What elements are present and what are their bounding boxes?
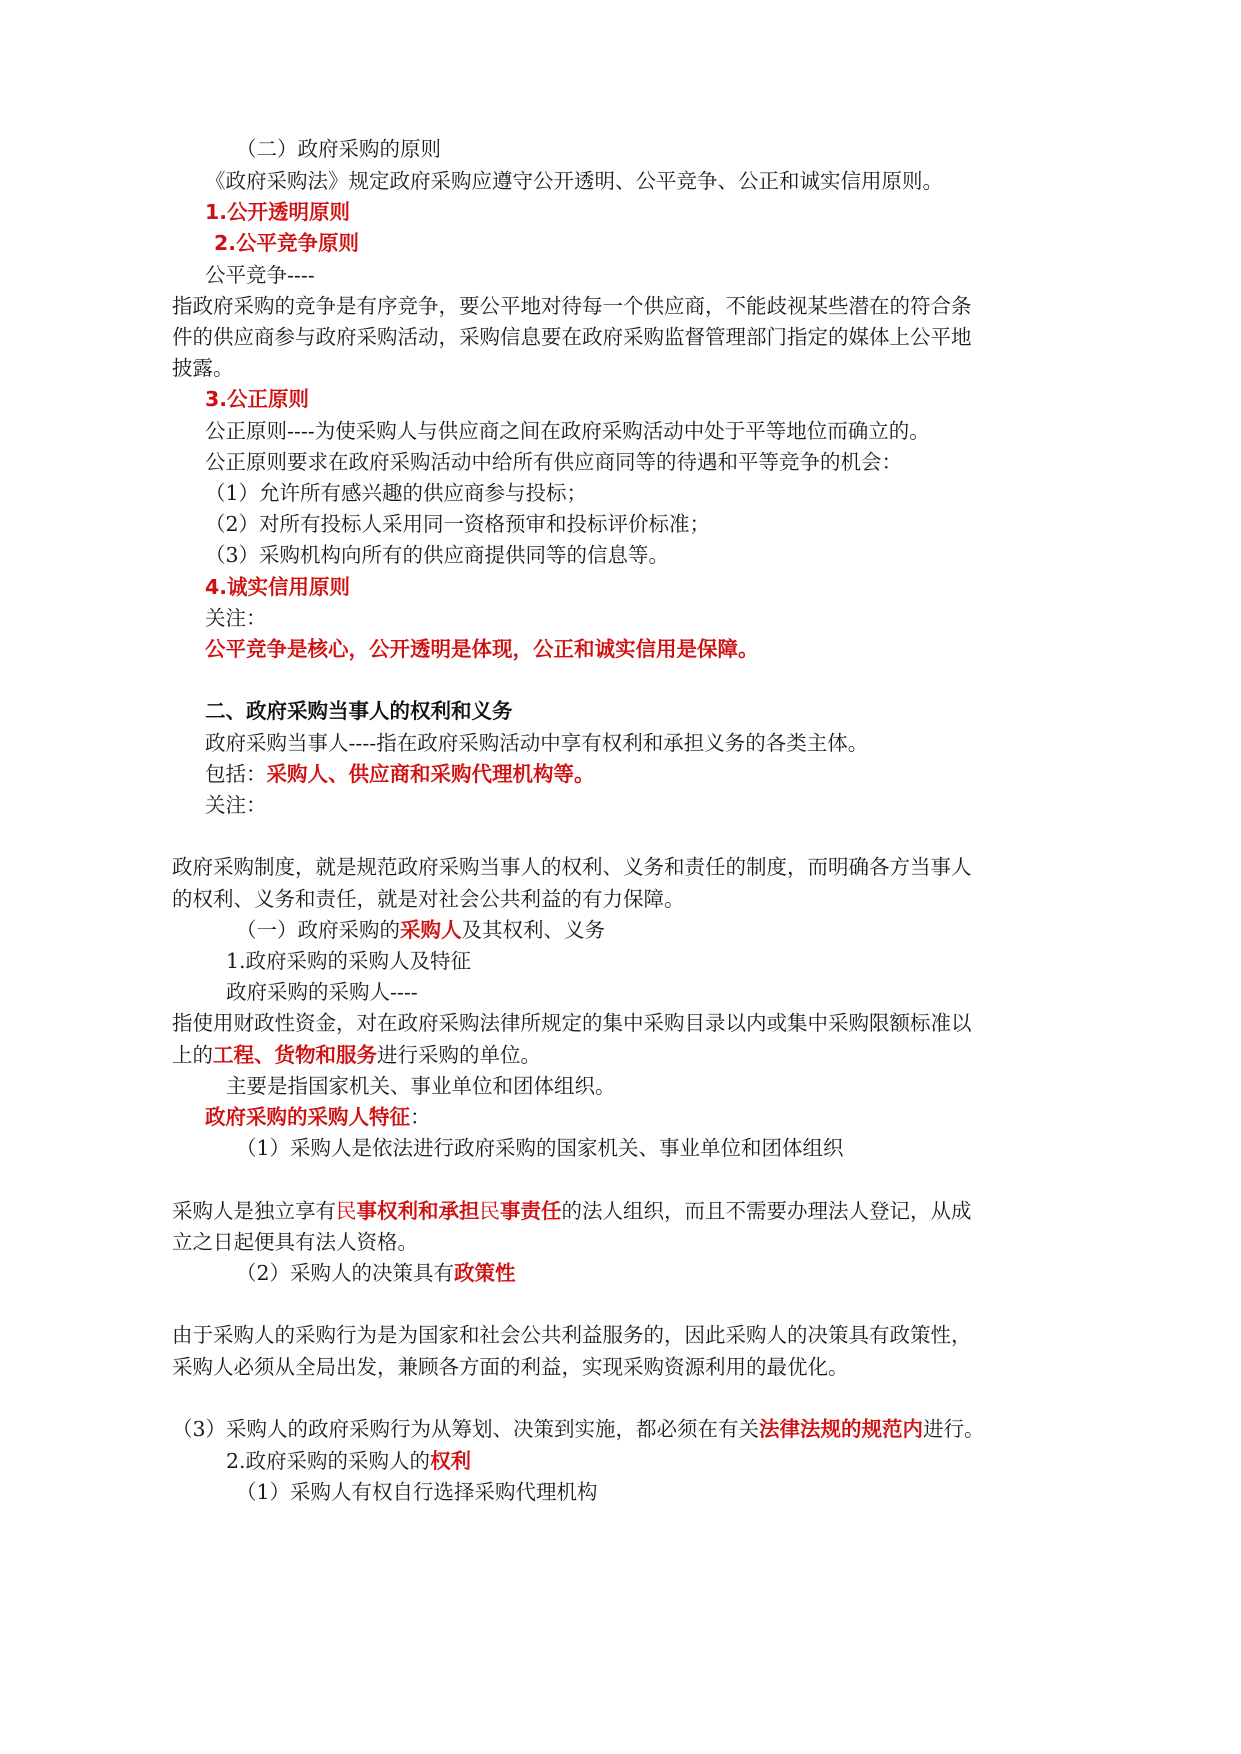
paragraph: 公正原则要求在政府采购活动中给所有供应商同等的待遇和平等竞争的机会： <box>205 450 902 474</box>
paragraph: 公正原则----为使采购人与供应商之间在政府采购活动中处于平等地位而确立的。 <box>205 419 930 443</box>
list-item: （2）对所有投标人采用同一资格预审和投标评价标准； <box>205 512 711 536</box>
text: 的法人组织，而且不需要办理法人登记，从成 <box>561 1199 972 1223</box>
text: 上的 <box>172 1043 213 1067</box>
highlight: 事责任 <box>500 1199 562 1223</box>
highlight: 法律法规的规范内 <box>759 1417 924 1441</box>
paragraph: 公平竞争---- <box>205 263 315 287</box>
highlight: 民 <box>479 1199 500 1223</box>
text: 进行采购的单位。 <box>377 1043 541 1067</box>
paragraph: 政府采购制度，就是规范政府采购当事人的权利、义务和责任的制度，而明确各方当事人 <box>172 855 972 879</box>
paragraph: 政府采购的采购人---- <box>226 980 418 1004</box>
principle-heading: 1.公开透明原则 <box>205 200 351 224</box>
highlight: 权利 <box>430 1449 472 1473</box>
text: （2）采购人的决策具有 <box>236 1261 455 1285</box>
principle-heading: 2.公平竞争原则 <box>214 231 360 255</box>
highlight: 政府采购的采购人特征 <box>205 1105 410 1129</box>
paragraph: 指使用财政性资金，对在政府采购法律所规定的集中采购目录以内或集中采购限额标准以 <box>172 1011 972 1035</box>
text: 及其权利、义务 <box>461 918 605 942</box>
paragraph: 主要是指国家机关、事业单位和团体组织。 <box>226 1074 616 1098</box>
section-heading: （二）政府采购的原则 <box>236 137 441 161</box>
list-item: （3）采购机构向所有的供应商提供同等的信息等。 <box>205 543 670 567</box>
text: 进行。 <box>923 1417 985 1441</box>
paragraph <box>172 1196 972 1226</box>
principle-heading: 4.诚实信用原则 <box>205 575 351 599</box>
section-heading <box>236 915 605 945</box>
paragraph: 采购人必须从全局出发，兼顾各方面的利益，实现采购资源利用的最优化。 <box>172 1355 849 1379</box>
text: 包括： <box>205 762 267 786</box>
list-item <box>236 1258 516 1288</box>
paragraph <box>205 759 595 789</box>
paragraph: 指政府采购的竞争是有序竞争，要公平地对待每一个供应商，不能歧视某些潜在的符合条 <box>172 294 972 318</box>
paragraph: 政府采购当事人----指在政府采购活动中享有权利和承担义务的各类主体。 <box>205 731 869 755</box>
section-heading: 二、政府采购当事人的权利和义务 <box>205 699 513 723</box>
list-item: （1）允许所有感兴趣的供应商参与投标； <box>205 481 588 505</box>
list-item: （1）采购人是依法进行政府采购的国家机关、事业单位和团体组织 <box>236 1136 844 1160</box>
note-label: 关注： <box>205 793 267 817</box>
list-item: （1）采购人有权自行选择采购代理机构 <box>236 1480 598 1504</box>
highlight: 政策性 <box>454 1261 516 1285</box>
text: ： <box>410 1105 431 1129</box>
paragraph: 由于采购人的采购行为是为国家和社会公共利益服务的，因此采购人的决策具有政策性， <box>172 1323 972 1347</box>
text: （一）政府采购的 <box>236 918 400 942</box>
list-item <box>172 1414 985 1444</box>
paragraph: 《政府采购法》规定政府采购应遵守公开透明、公平竞争、公正和诚实信用原则。 <box>205 169 943 193</box>
subsection-heading: 1.政府采购的采购人及特征 <box>226 949 472 973</box>
text: 采购人是独立享有 <box>172 1199 336 1223</box>
principle-heading: 3.公正原则 <box>205 387 310 411</box>
paragraph <box>205 1102 431 1132</box>
paragraph: 的权利、义务和责任，就是对社会公共利益的有力保障。 <box>172 887 685 911</box>
subsection-heading <box>226 1446 471 1476</box>
note-label: 关注： <box>205 606 267 630</box>
highlight: 采购人、供应商和采购代理机构等。 <box>266 762 595 786</box>
highlight: 民 <box>336 1199 357 1223</box>
highlight: 采购人 <box>400 918 462 942</box>
key-point: 公平竞争是核心，公开透明是体现，公正和诚实信用是保障。 <box>205 637 759 661</box>
highlight: 事权利和承担 <box>356 1199 480 1223</box>
text: 2.政府采购的采购人的 <box>226 1449 431 1473</box>
text: （3）采购人的政府采购行为从筹划、决策到实施，都必须在有关 <box>172 1417 760 1441</box>
paragraph: 件的供应商参与政府采购活动，采购信息要在政府采购监督管理部门指定的媒体上公平地 <box>172 325 972 349</box>
highlight: 工程、货物和服务 <box>213 1043 377 1067</box>
paragraph: 立之日起便具有法人资格。 <box>172 1230 418 1254</box>
paragraph: 披露。 <box>172 356 234 380</box>
paragraph <box>172 1040 541 1070</box>
